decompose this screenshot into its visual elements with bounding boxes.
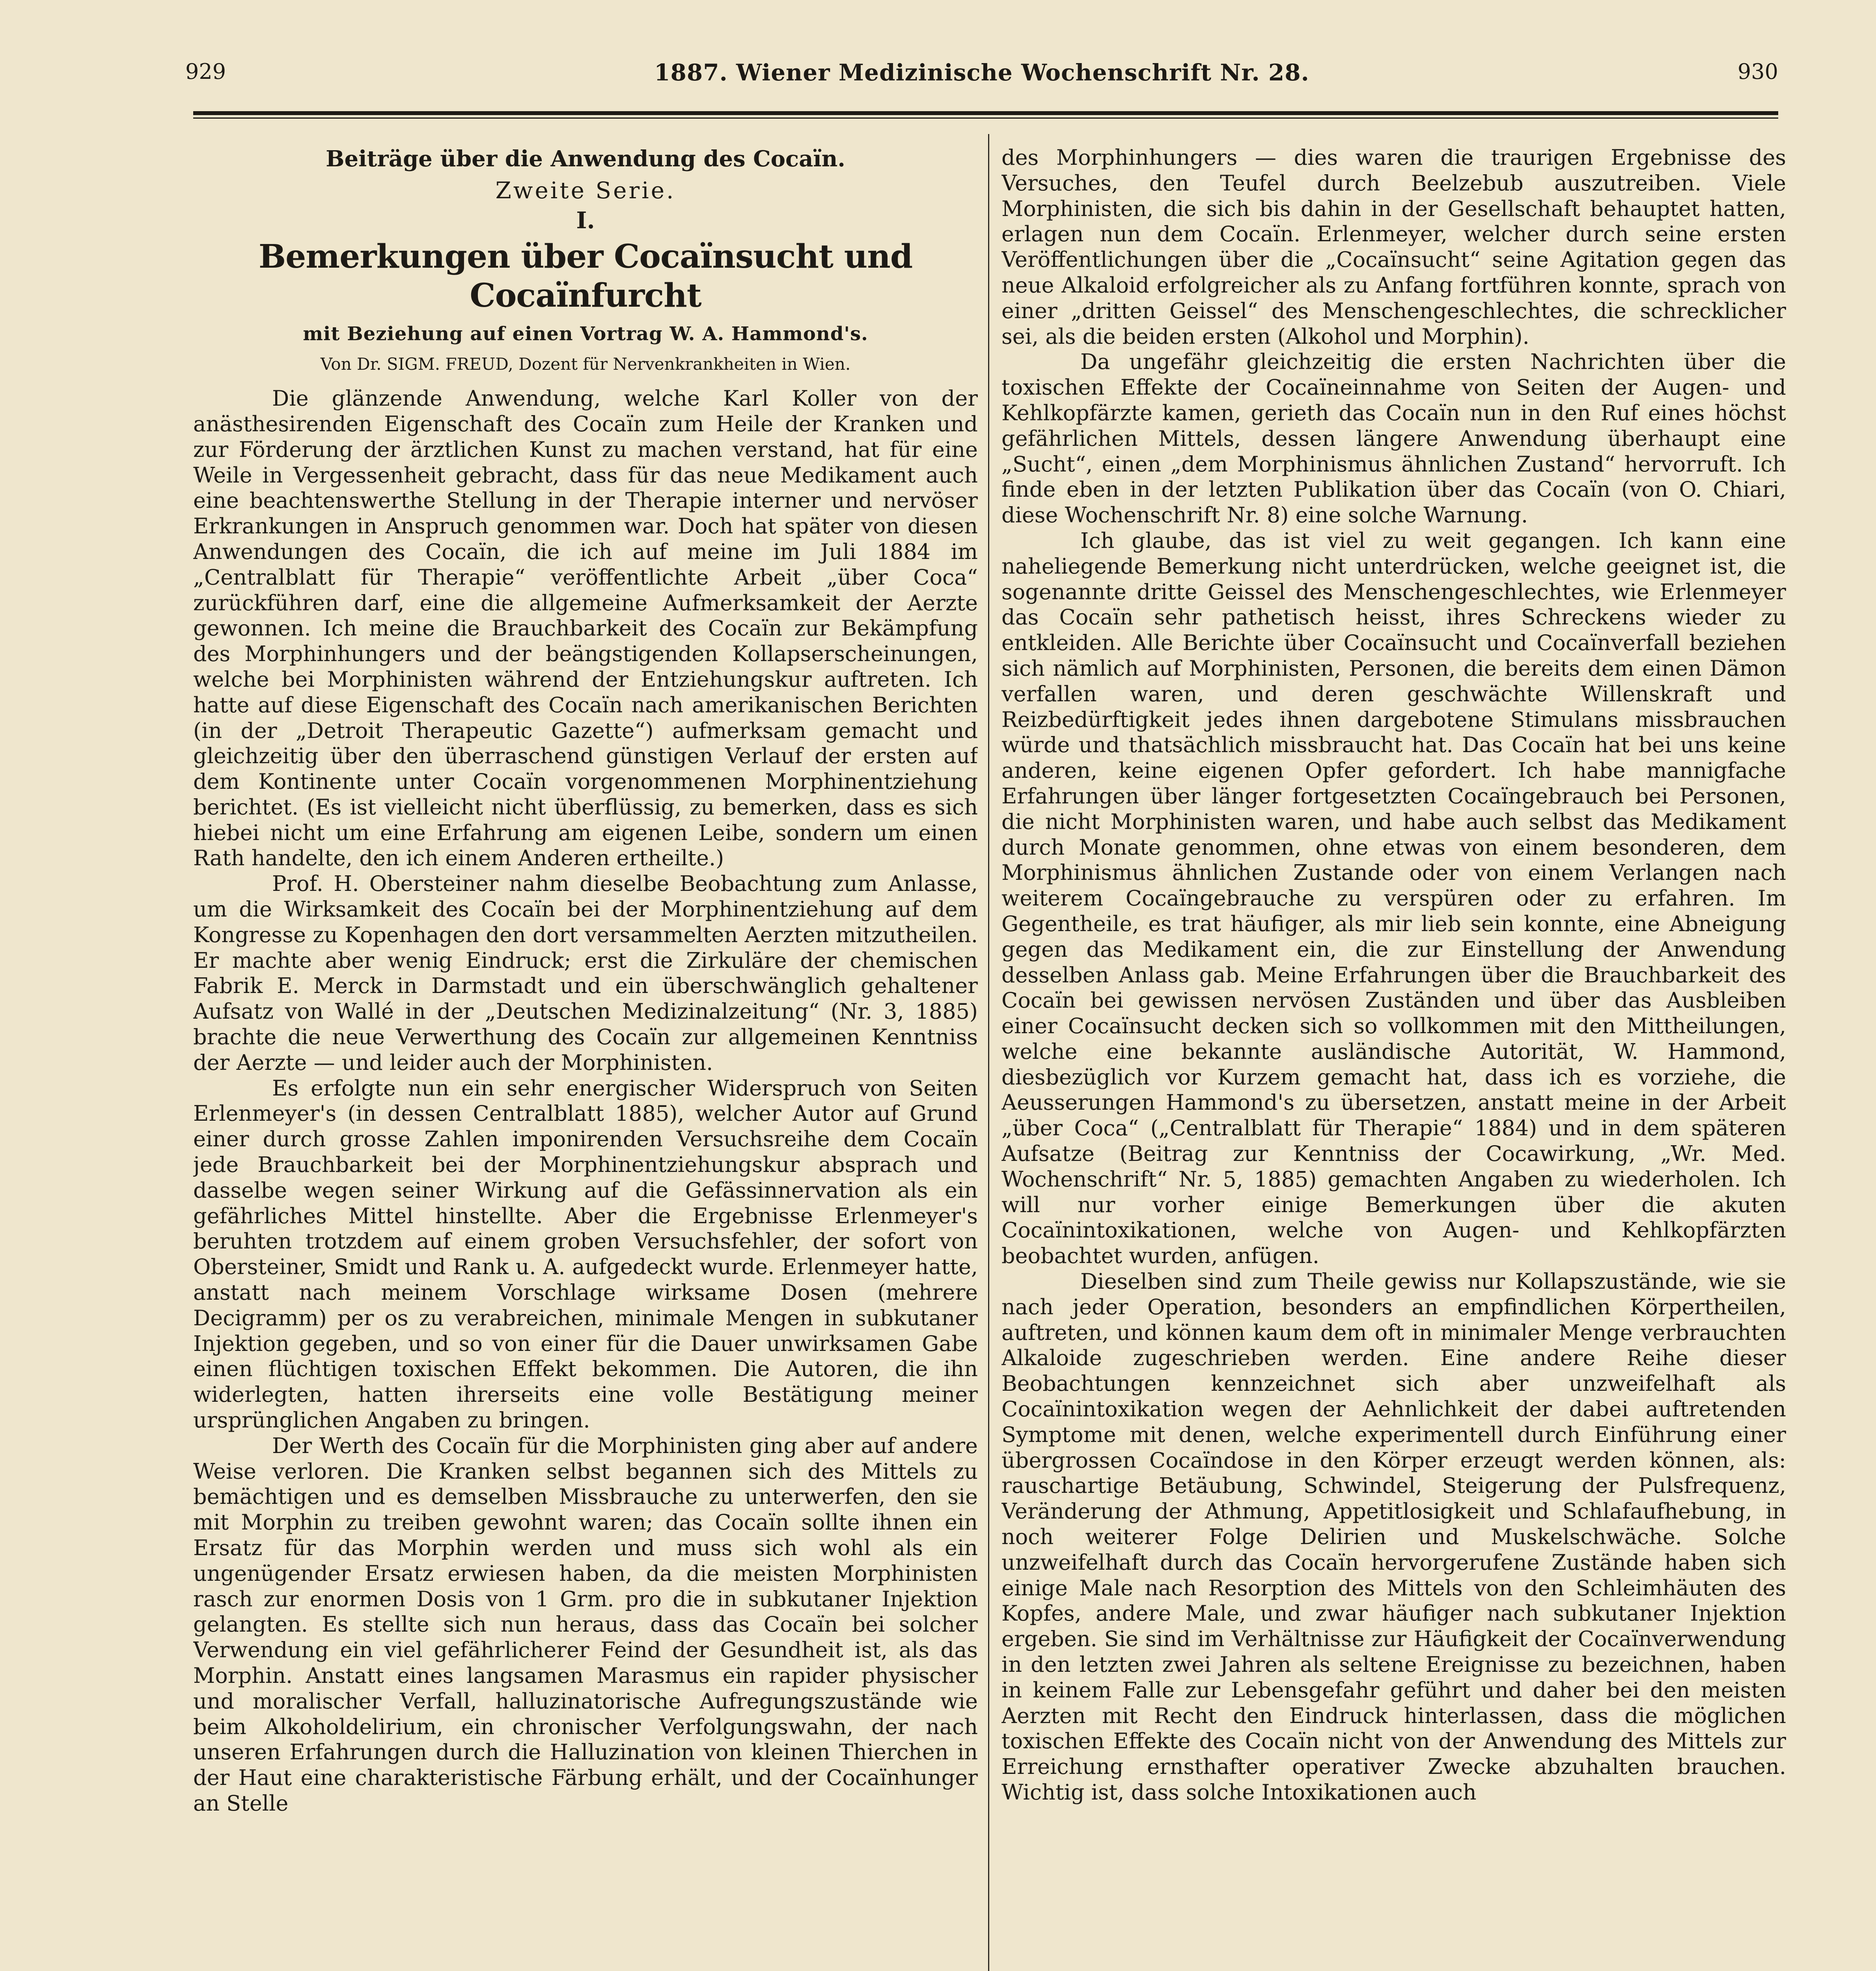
paragraph: Es erfolgte nun ein sehr energischer Widerspruch von Seiten Erlenmeyer's (in dessen Centralblatt 1885), welcher Autor auf Grund einer durch grosse Zahlen imponirenden Versuchsreihe dem Cocaïn jede Brauchbarkeit bei der Morphinentziehungskur absprach und dasselbe wegen seiner Wirkung auf die Gefässinnervation als ein gefährliches Mittel hinstellte. Aber die Ergebnisse Erlenmeyer's beruhten trotzdem auf einem groben Versuchsfehler, der sofort von Obersteiner, Smidt und Rank u. A. aufgedeckt wurde. Erlenmeyer hatte, anstatt nach meinem Vorschlage wirksame Dosen (mehrere Decigramm) per os zu verabreichen, minimale Mengen in subkutaner Injektion gegeben, und so von einer für die Dauer unwirksamen Gabe einen flüchtigen toxischen Effekt bekommen. Die Autoren, die ihn widerlegten, hatten ihrerseits eine volle Bestätigung meiner ursprünglichen Angaben zu bringen. bbox=[193, 1075, 978, 1433]
article-subseries: Zweite Serie. bbox=[495, 177, 676, 204]
article-title: Bemerkungen über Cocaïnsucht und Cocaïnfurcht bbox=[258, 238, 913, 315]
paragraph: Ich glaube, das ist viel zu weit gegangen. Ich kann eine naheliegende Bemerkung nicht unterdrücken, welche geeignet ist, die sogenannte dritte Geissel des Menschengeschlechtes, wie Erlenmeyer das Cocaïn sehr pathetisch heisst, ihres Schreckens wieder zu entkleiden. Alle Berichte über Cocaïnsucht und Cocaïnverfall beziehen sich nämlich auf Morphinisten, Personen, die bereits dem einen Dämon verfallen waren, und deren geschwächte Willenskraft und Reizbedürftigkeit jedes ihnen dargebotene Stimulans missbrauchen würde und thatsächlich missbraucht hat. Das Cocaïn hat bei uns keine anderen, keine eigenen Opfer gefordert. Ich habe mannigfache Erfahrungen über länger fortgesetzten Cocaïngebrauch bei Personen, die nicht Morphinisten waren, und habe auch selbst das Medikament durch Monate genommen, ohne etwas von einem besonderen, dem Morphinismus ähnlichen Zustande oder von einem Verlangen nach weiterem Cocaïngebrauche zu verspüren oder zu erfahren. Im Gegentheile, es trat häufiger, als mir lieb sein konnte, eine Abneigung gegen das Medikament ein, die zur Einstellung der Anwendung desselben Anlass gab. Meine Erfahrungen über die Brauchbarkeit des Cocaïn bei gewissen nervösen Zuständen und über das Ausbleiben einer Cocaïnsucht decken sich so vollkommen mit den Mittheilungen, welche eine bekannte ausländische Autorität, W. Hammond, diesbezüglich vor Kurzem gemacht hat, dass ich es vorziehe, die Aeusserungen Hammond's zu übersetzen, anstatt meine in der Arbeit „über Coca“ („Centralblatt für Therapie“ 1884) und in dem späteren Aufsatze (Beitrag zur Kenntniss der Cocawirkung, „Wr. Med. Wochenschrift“ Nr. 5, 1885) gemachten Angaben zu wiederholen. Ich will nur vorher einige Bemerkungen über die akuten Cocaïnintoxikationen, welche von Augen- und Kehlkopfärzten beobachtet wurden, anfügen. bbox=[1001, 528, 1786, 1269]
page-number-left: 929 bbox=[185, 59, 226, 84]
running-title: 1887. Wiener Medizinische Wochenschrift Nr. 28. bbox=[654, 59, 1309, 86]
paragraph: des Morphinhungers — dies waren die traurigen Ergebnisse des Versuches, den Teufel durch Beelzebub auszutreiben. Viele Morphinisten, die sich bis dahin in der Gesellschaft behauptet hatten, erlagen nun dem Cocaïn. Erlenmeyer, welcher durch seine ersten Veröffentlichungen über die „Cocaïnsucht“ seine Agitation gegen das neue Alkaloid erfolgreicher als zu Anfang fortführen konnte, sprach von einer „dritten Geissel“ des Menschengeschlechtes, die schrecklicher sei, als die beiden ersten (Alkohol und Morphin). bbox=[1001, 145, 1786, 349]
article-number: I. bbox=[576, 207, 595, 234]
header-rule-thin bbox=[193, 117, 1778, 119]
header-rule-thick bbox=[193, 111, 1778, 115]
paragraph: Dieselben sind zum Theile gewiss nur Kollapszustände, wie sie nach jeder Operation, besonders an empfindlichen Körpertheilen, auftreten, und können kaum dem oft in minimaler Menge verbrauchten Alkaloide zugeschrieben werden. Eine andere Reihe dieser Beobachtungen kennzeichnet sich aber unzweifelhaft als Cocaïnintoxikation wegen der Aehnlichkeit der dabei auftretenden Symptome mit denen, welche experimentell durch Einführung einer übergrossen Cocaïndose in den Körper erzeugt werden können, als: rauschartige Betäubung, Schwindel, Steigerung der Pulsfrequenz, Veränderung der Athmung, Appetitlosigkeit und Schlafaufhebung, in noch weiterer Folge Delirien und Muskelschwäche. Solche unzweifelhaft durch das Cocaïn hervorgerufene Zustände haben sich einige Male nach Resorption des Mittels von den Schleimhäuten des Kopfes, andere Male, und zwar häufiger nach subkutaner Injektion ergeben. Sie sind im Verhältnisse zur Häufigkeit der Cocaïnverwendung in den letzten zwei Jahren als seltene Ereignisse zu bezeichnen, haben in keinem Falle zur Lebensgefahr geführt und daher bei den meisten Aerzten mit Recht den Eindruck hinterlassen, dass die möglichen toxischen Effekte des Cocaïn nicht von der Anwendung des Mittels zur Erreichung ernsthafter operativer Zwecke abzuhalten brauchen. Wichtig ist, dass solche Intoxikationen auch bbox=[1001, 1269, 1786, 1805]
page-number-right: 930 bbox=[1737, 59, 1778, 84]
paragraph: Prof. H. Obersteiner nahm dieselbe Beobachtung zum Anlasse, um die Wirksamkeit des Cocaïn bei der Morphinentziehung auf dem Kongresse zu Kopenhagen den dort versammelten Aerzten mitzutheilen. Er machte aber wenig Eindruck; erst die Zirkuläre der chemischen Fabrik E. Merck in Darmstadt und ein überschwänglich gehaltener Aufsatz von Wallé in der „Deutschen Medizinalzeitung“ (Nr. 3, 1885) brachte die neue Verwerthung des Cocaïn zur allgemeinen Kenntniss der Aerzte — und leider auch der Morphinisten. bbox=[193, 871, 978, 1075]
column-divider bbox=[988, 134, 989, 1971]
article-subtitle: mit Beziehung auf einen Vortrag W. A. Hammond's. bbox=[303, 323, 868, 345]
right-column bbox=[1001, 145, 1786, 1971]
page-header bbox=[185, 59, 1778, 95]
article-series: Beiträge über die Anwendung des Cocaïn. bbox=[326, 146, 845, 172]
paragraph: Die glänzende Anwendung, welche Karl Koller von der anästhesirenden Eigenschaft des Cocaïn zum Heile der Kranken und zur Förderung der ärztlichen Kunst zu machen verstand, hat für eine Weile in Vergessenheit gebracht, dass für das neue Medikament auch eine beachtenswerthe Stellung in der Therapie interner und nervöser Erkrankungen in Anspruch genommen war. Doch hat später von diesen Anwendungen des Cocaïn, die ich auf meine im Juli 1884 im „Centralblatt für Therapie“ veröffentlichte Arbeit „über Coca“ zurückführen darf, eine die allgemeine Aufmerksamkeit der Aerzte gewonnen. Ich meine die Brauchbarkeit des Cocaïn zur Bekämpfung des Morphinhungers und der beängstigenden Kollapserscheinungen, welche bei Morphinisten während der Entziehungskur auftreten. Ich hatte auf diese Eigenschaft des Cocaïn nach amerikanischen Berichten (in der „Detroit Therapeutic Gazette“) aufmerksam gemacht und gleichzeitig über den überraschend günstigen Verlauf der ersten auf dem Kontinente unter Cocaïn vorgenommenen Morphinentziehung berichtet. (Es ist vielleicht nicht überflüssig, zu bemerken, dass es sich hiebei nicht um eine Erfahrung am eigenen Leibe, sondern um einen Rath handelte, den ich einem Anderen ertheilte.) bbox=[193, 386, 978, 871]
paragraph: Da ungefähr gleichzeitig die ersten Nachrichten über die toxischen Effekte der Cocaïneinnahme von Seiten der Augen- und Kehlkopfärzte kamen, gerieth das Cocaïn nun in den Ruf eines höchst gefährlichen Mittels, dessen längere Anwendung überhaupt eine „Sucht“, einen „dem Morphinismus ähnlichen Zustand“ hervorruft. Ich finde eben in der letzten Publikation über das Cocaïn (von O. Chiari, diese Wochenschrift Nr. 8) eine solche Warnung. bbox=[1001, 349, 1786, 528]
article-byline: Von Dr. SIGM. FREUD, Dozent für Nervenkrankheiten in Wien. bbox=[320, 354, 851, 374]
left-column bbox=[193, 142, 978, 1971]
paragraph: Der Werth des Cocaïn für die Morphinisten ging aber auf andere Weise verloren. Die Kranken selbst begannen sich des Mittels zu bemächtigen und es demselben Missbrauche zu unterwerfen, den sie mit Morphin zu treiben gewohnt waren; das Cocaïn sollte ihnen ein Ersatz für das Morphin werden und muss sich wohl als ein ungenügender Ersatz erwiesen haben, da die meisten Morphinisten rasch zur enormen Dosis von 1 Grm. pro die in subkutaner Injektion gelangten. Es stellte sich nun heraus, dass das Cocaïn bei solcher Verwendung ein viel gefährlicherer Feind der Gesundheit ist, als das Morphin. Anstatt eines langsamen Marasmus ein rapider physischer und moralischer Verfall, halluzinatorische Aufregungszustände wie beim Alkoholdelirium, ein chronischer Verfolgungswahn, der nach unseren Erfahrungen durch die Halluzination von kleinen Thierchen in der Haut eine charakteristische Färbung erhält, und der Cocaïnhunger an Stelle bbox=[193, 1433, 978, 1816]
